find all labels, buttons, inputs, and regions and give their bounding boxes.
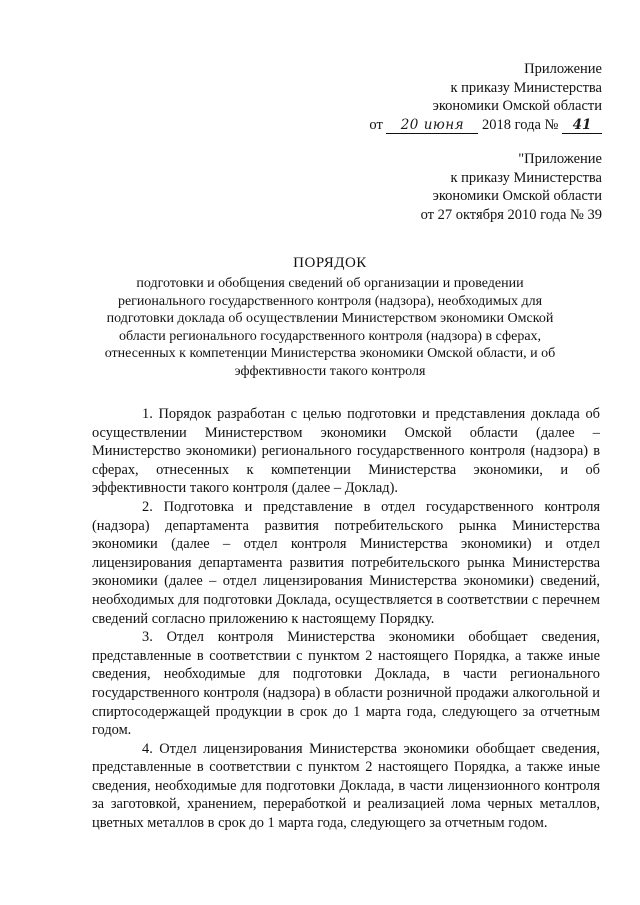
paragraph-1: 1. Порядок разработан с целью подготовки и представления доклада об осуществлении Министерством экономики Омской области (далее – Министерство экономики) регионального государственного контроля (надзора) в сферах, отнесенных к компетенции Министерства экономики, и об эффективности такого контроля (далее – Доклад). [92, 406, 600, 497]
order-prefix: от [369, 116, 383, 133]
appendix-line: экономики Омской области [432, 188, 602, 204]
paragraph-3: 3. Отдел контроля Министерства экономики обобщает сведения, представленные в соответствии с пунктом 2 настоящего Порядка, а также иные сведения, необходимые для подготовки Доклада, в части регионального государственного контроля (надзора) в области розничной продажи алкогольной и спиртосодержащей продукции в срок до 1 марта года, следующего за отчетным годом. [92, 629, 600, 739]
paragraph-4: 4. Отдел лицензирования Министерства экономики обобщает сведения, представленные в соответствии с пунктом 2 настоящего Порядка, а также иные сведения, необходимые для подготовки Доклада, в части лицензионного контроля за заготовкой, хранением, переработкой и реализацией лома черных металлов, цветных металлов в срок до 1 марта года, следующего за отчетным годом. [92, 740, 600, 832]
appendix-line: к приказу Министерства [450, 169, 602, 186]
document-subtitle: подготовки и обобщения сведений об организации и проведении регионального государственного контроля (надзора), необходимых для подготовки доклада об осуществлении Министерством экономики Омской области регионального государственного контроля (надзора) в сферах, отнесенных к компетенции Министерства экономики Омской области, и об эффективности такого контроля [104, 276, 556, 379]
paragraph-2: 2. Подготовка и представление в отдел государственного контроля (надзора) департамента развития потребительского рынка Министерства экономики (далее – отдел контроля Министерства экономики) и отдел лицензирования департамента развития потребительского рынка Министерства экономики (далее – отдел лицензирования Министерства экономики) сведений, необходимых для подготовки Доклада, осуществляется в соответствии с перечнем сведений согласно приложению к настоящему Порядку. [92, 498, 600, 627]
appendix-line: от 27 октября 2010 года № 39 [420, 206, 602, 223]
handwritten-order-number: 41 [562, 118, 602, 134]
document-heading [60, 253, 600, 381]
document-body [92, 405, 600, 833]
handwritten-date: 20 июня [386, 118, 478, 134]
appendix-header-current [369, 60, 602, 134]
appendix-line: экономики Омской области [432, 98, 602, 114]
appendix-line: к приказу Министерства [450, 79, 602, 96]
appendix-header-previous [421, 150, 602, 224]
appendix-line: Приложение [524, 61, 602, 77]
document-title: ПОРЯДОК [293, 255, 367, 271]
appendix-line: "Приложение [518, 151, 602, 167]
appendix-order-line [369, 116, 602, 135]
order-year-text: 2018 года № [482, 116, 559, 133]
